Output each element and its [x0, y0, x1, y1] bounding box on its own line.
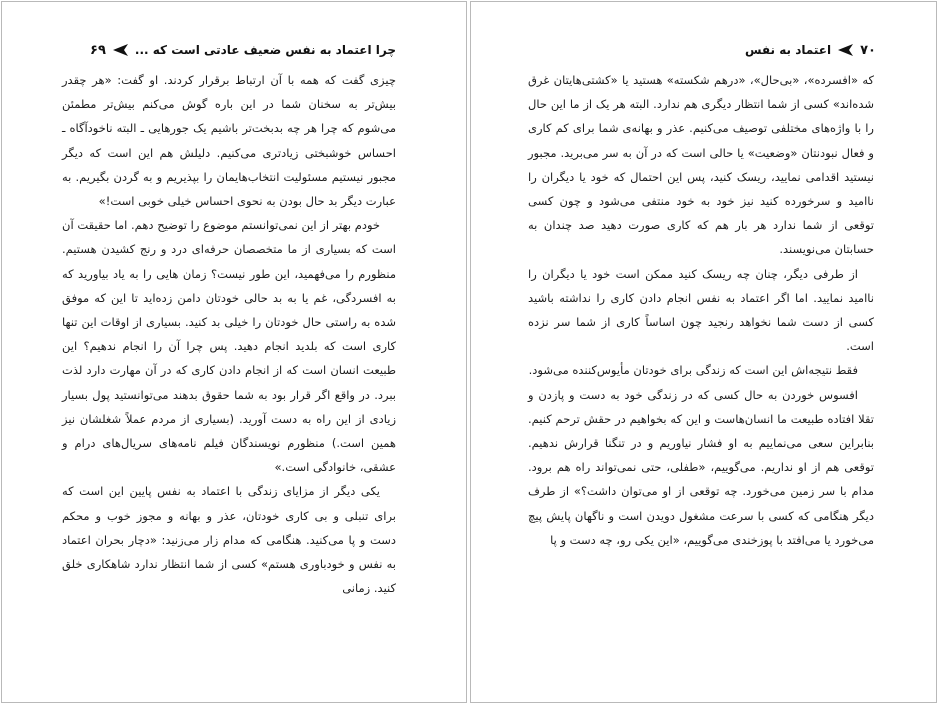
right-paragraph-1: که «افسرده»، «بی‌حال»، «درهم شکسته» هستید یا «کشتی‌هایتان غرق شده‌اند» کسی از شما انتظار دیگری هم ندارد. البته هر یک از ما این حال را با واژه‌های مختلفی توصیف می‌کنیم. عذر و بهانه‌ی شما برای کم کاری و فعال نبودنتان «وضعیت» یا حالی است که در آن به سر می‌برید. مجبور نیستید اقدامی نمایید، ریسک کنید، پس این احتمال که خود یا دیگران را ناامید و سرخورده کنید نیز خود به خود منتفی می‌شود و چون کسی توقعی از شما ندارد هر بار هم که کاری صورت دهید صد چندان به حسابتان می‌نویسند.: [528, 73, 874, 257]
arrow-ornament-icon: [837, 44, 854, 56]
right-paragraph-2: از طرفی دیگر، چنان چه ریسک کنید ممکن است خود یا دیگران را ناامید نمایید. اما اگر اعتماد به نفس انجام دادن کاری را نداشته باشید کسی از دست شما نخواهد رنجید چون اساساً کاری از شما سر نزده است.: [528, 266, 874, 354]
right-page-number: ۷۰: [860, 42, 876, 58]
left-paragraph-3: یکی دیگر از مزایای زندگی با اعتماد به نفس پایین این است که برای تنبلی و بی کاری خودتان، عذر و بهانه و مجوز خوب و محکم دست و پا می‌کنید. هنگامی که مدام زار می‌زنید: «دچار بحران اعتماد به نفس و خودباوری هستم» کسی از شما انتظار ندارد شاهکاری خلق کنید. زمانی: [62, 484, 396, 596]
left-page-number: ۶۹: [90, 42, 106, 58]
right-paragraph-4: افسوس خوردن به حال کسی که در زندگی خود به دست و پازدن و تقلا افتاده طبیعت ما انسان‌هاست و این که بخواهیم در حقش ترحم کنیم. بنابراین سعی می‌نماییم به او فشار نیاوریم و در تنگنا قرارش ندهیم. توقعی هم از او نداریم. می‌گوییم، «طفلی، حتی نمی‌تواند راه هم برود. مدام با سر زمین می‌خورد. چه توقعی از او می‌توان داشت؟» از طرف دیگر هنگامی که کسی با سرعت مشغول دویدن است و ناگهان پایش پیچ می‌خورد یا می‌افتد با پوزخندی می‌گوییم، «این یکی رو، چه دست و پا: [528, 387, 874, 547]
arrow-ornament-icon: [112, 44, 129, 56]
left-running-head: [62, 39, 396, 61]
right-paragraph-3: فقط نتیجه‌اش این است که زندگی برای خودتان مأیوس‌کننده می‌شود.: [528, 363, 858, 378]
left-page: [1, 1, 467, 703]
right-running-title: اعتماد به نفس: [744, 43, 832, 57]
left-body-text: [62, 68, 396, 600]
left-paragraph-1: چیزی گفت که همه با آن ارتباط برقرار کردند. او گفت: «هر چقدر بیش‌تر به سخنان شما در این باره گوش می‌کنم بیش‌تر مطمئن می‌شوم که چرا هر چه بدبخت‌تر باشیم یک جورهایی ـ البته ناخودآگاه ـ احساس خوشبختی زیادتری می‌کنیم. دلیلش هم این است که دیگر مجبور نیستیم مسئولیت انتخاب‌هایمان را بپذیریم و به گردن بگیریم. به عبارت دیگر بد حال بودن به نحوی احساس خیلی خوبی است!»: [62, 73, 396, 209]
right-body-text: [528, 68, 874, 552]
right-page: [470, 1, 937, 703]
right-running-head: [529, 39, 876, 61]
left-running-title: چرا اعتماد به نفس ضعیف عادتی است که ...: [134, 43, 396, 57]
left-paragraph-2: خودم بهتر از این نمی‌توانستم موضوع را توضیح دهم. اما حقیقت آن است که بسیاری از ما متخصصان حرفه‌ای درد و رنج کشیدن هستیم. منظورم را می‌فهمید، این طور نیست؟ زمان هایی را به یاد بیاورید که به افسردگی، غم یا به بد حالی خودتان دامن زده‌اید تا این که موفق شده به راستی حال خودتان را خیلی بد کنید. بسیاری از اوقات این تنها کاری است که بلدید انجام دهید. پس چرا آن را انجام ندهیم؟ این طبیعت انسان است که از انجام دادن کاری که در آن مهارت دارد لذت ببرد. در واقع اگر قرار بود به شما حقوق بدهند می‌توانستید پول بسیار زیادی از این راه به دست آورید. (بسیاری از مردم عملاً شغلشان نیز همین است.) منظورم نویسندگان فیلم نامه‌های سریال‌های درام و عشقی، خانوادگی است.»: [62, 218, 396, 475]
